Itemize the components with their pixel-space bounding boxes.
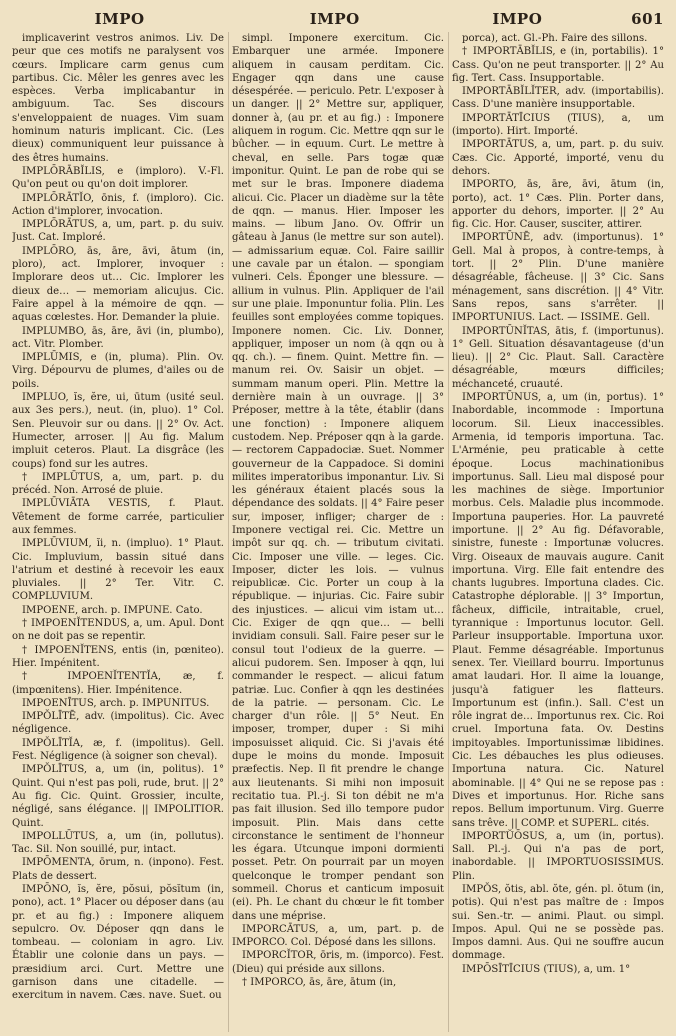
header-left-word: IMPO [94, 10, 145, 28]
dictionary-entry: IMPORTŪNUS, a, um (in, portus). 1° Inabordable, incommode : Importuna locorum. Sil. Lieux inaccessibles. Armenia, id temporis importuna. Tac. L'Arménie, peu praticable à cette époque. Locus machinationibus importunus. Sall. Lieu mal disposé pour les machines de siège. Importunior morbus. Cels. Maladie plus incommode. Importuna pauperies. Hor. La pauvreté importune. || 2° Au fig. Défavorable, sinistre, funeste : Importunæ volucres. Virg. Oiseaux de mauvais augure. Canit importuna. Virg. Elle fait entendre des chants lugubres. Importuna clades. Cic. Catastrophe déplorable. || 3° Importun, fâcheux, difficile, intraitable, cruel, tyrannique : Importunus locutor. Gell. Parleur insupportable. Importuna uxor. Plaut. Femme désagréable. Importunus senex. Ter. Vieillard bourru. Importunus amat laudari. Hor. Il aime la louange, jusqu'à fatiguer les flatteurs. Importunum est (infin.). Sall. C'est un rôle ingrat de… Importunus rex. Cic. Roi cruel. Importuna fata. Ov. Destins impitoyables. Importunissimæ libidines. Cic. Les débauches les plus odieuses. Importuna natura. Cic. Naturel abominable. || 4° Qui ne se repose pas : Dives et importunus. Hor. Riche sans repos. Bellum importunum. Virg. Guerre sans trêve. || COMP. et SUPERL. cités. [452, 392, 664, 829]
dictionary-entry: IMPORTĀTUS, a, um, part. p. du suiv. Cæs. Cic. Apporté, importé, venu du dehors. [452, 139, 664, 177]
dictionary-entry: IMPORTŪNĒ, adv. (importunus). 1° Gell. Mal à propos, à contre-temps, à tort. || 2° Plin. D'une manière désagréable, fâcheuse. || 3° Cic. Sans ménagement, sans discrétion. || 4° Vitr. Sans repos, sans s'arrêter. || IMPORTUNIUS. Lact. — ISSIME. Gell. [452, 232, 664, 324]
dictionary-entry: IMPORCĬTOR, ōris, m. (imporco). Fest. (Dieu) qui préside aux sillons. [232, 950, 444, 975]
dictionary-entry: † IMPOENĬTENTĬA, æ, f. (impœnitens). Hier. Impénitence. [12, 671, 224, 696]
running-header [12, 10, 664, 32]
dictionary-entry: IMPŎLĪTĬA, æ, f. (impolitus). Gell. Fest. Négligence (à soigner son cheval). [12, 737, 224, 763]
dictionary-entry: IMPORTO, ās, āre, āvi, ātum (in, porto), act. 1° Cæs. Plin. Porter dans, apporter du dehors, importer. || 2° Au fig. Cic. Hor. Causer, susciter, attirer. [452, 179, 664, 231]
column-middle [232, 32, 444, 1032]
column-right [452, 32, 664, 1032]
dictionary-entry: IMPORCĀTUS, a, um, part. p. de IMPORCO. Col. Déposé dans les sillons. [232, 923, 444, 949]
dictionary-entry: IMPLŌRĀTUS, a, um, part. p. du suiv. Just. Cat. Imploré. [12, 219, 224, 244]
dictionary-entry: IMPORTĀBĬLĬTER, adv. (importabilis). Cass. D'une manière insupportable. [452, 86, 664, 111]
column-left [12, 32, 224, 1032]
dictionary-entry: implicaverint vestros animos. Liv. De peur que ces motifs ne paralysent vos cœurs. Implicare carm genus cum partibus. Cic. Mêler les genres avec les espèces. Verba implicabantur in ambiguum. Tac. Ses discours s'enveloppaient de nuages. Vim suam hominum naturis implicant. Cic. (Les dieux) communiquent leur puissance à des êtres humains. [12, 33, 224, 164]
dictionary-entry: IMPLŌRĀBĬLIS, e (imploro). V.-Fl. Qu'on peut ou qu'on doit implorer. [12, 165, 224, 191]
dictionary-entry: IMPLUMBO, ās, āre, āvi (in, plumbo), act. Vitr. Plomber. [12, 325, 224, 350]
dictionary-entry: † IMPORCO, ās, āre, ātum (in, [242, 977, 397, 989]
dictionary-entry: IMPŌMENTA, ōrum, n. (inpono). Fest. Plats de dessert. [12, 857, 224, 882]
dictionary-entry: † IMPOENĬTENDUS, a, um. Apul. Dont on ne doit pas se repentir. [12, 618, 224, 643]
dictionary-entry: IMPLUO, ĭs, ĕre, ui, ūtum (usité seul. aux 3es pers.), neut. (in, pluo). 1° Col. Sen. Pleuvoir sur ou dans. || 2° Ov. Act. Humecter, arroser. || Au fig. Malum impluit ceteros. Plaut. La disgrâce (les coups) fond sur les autres. [12, 392, 224, 470]
dictionary-entry: IMPŎLĪTUS, a, um (in, politus). 1° Quint. Qui n'est pas poli, rude, brut. || 2° Au fig. Cic. Quint. Grossier, inculte, négligé, sans élégance. || IMPOLITIOR. Quint. [12, 764, 224, 829]
column-divider [448, 32, 449, 1032]
dictionary-entry: IMPORTĀTĪCIUS (TIUS), a, um (importo). Hirt. Importé. [452, 112, 664, 138]
dictionary-entry: IMPŎS, ŏtis, abl. ŏte, gén. pl. ŏtum (in, potis). Qui n'est pas maître de : Impos sui. Sen.-tr. — animi. Plaut. ou simpl. Impos. Apul. Qui ne se possède pas. Impos damni. Aus. Qui ne souffre aucun dommage. [452, 884, 664, 962]
dictionary-entry: IMPŌSĪTĪCIUS (TIUS), a, um. 1° [462, 963, 631, 975]
dictionary-entry: IMPOLLŪTUS, a, um (in, pollutus). Tac. Sil. Non souillé, pur, intact. [12, 830, 224, 856]
dictionary-entry: IMPLŪVIUM, ĭi, n. (impluo). 1° Plaut. Cic. Impluvium, bassin situé dans l'atrium et destiné à recevoir les eaux pluviales. || 2° Ter. Vitr. C. COMPLUVIUM. [12, 538, 224, 603]
dictionary-entry: IMPLŌRO, ās, āre, āvi, ātum (in, ploro), act. Implorer, invoquer : Implorare deos ut… Cic. Implorer les dieux de… — memoriam alicujus. Cic. Faire appel à la mémoire de qqn. — aquas cœlestes. Hor. Demander la pluie. [12, 245, 224, 324]
dictionary-entry: † IMPORTĀBĬLIS, e (in, portabilis). 1° Cass. Qu'on ne peut transporter. || 2° Au fig. Tert. Cass. Insupportable. [452, 46, 664, 84]
dictionary-entry: IMPLŌRĀTĬO, ōnis, f. (imploro). Cic. Action d'implorer, invocation. [12, 192, 224, 217]
dictionary-entry: IMPORTŪNĬTAS, ātis, f. (importunus). 1° Gell. Situation désavantageuse (d'un lieu). || 2° Cic. Plaut. Sall. Caractère désagréable, mœurs difficiles; méchanceté, cruauté. [452, 325, 664, 390]
dictionary-entry: IMPŎLĪTĒ, adv. (impolitus). Cic. Avec négligence. [12, 711, 224, 736]
header-right [442, 10, 664, 28]
dictionary-entry: † IMPLŪTUS, a, um, part. p. du précéd. Non. Arrosé de pluie. [12, 471, 224, 497]
dictionary-entry: IMPLŪMIS, e (in, pluma). Plin. Ov. Virg. Dépourvu de plumes, d'ailes ou de poils. [12, 352, 224, 390]
text-columns [12, 32, 664, 1032]
dictionary-entry: porca), act. Gl.-Ph. Faire des sillons. [462, 33, 648, 44]
column-divider [228, 32, 229, 1032]
dictionary-entry: IMPOENE, arch. p. IMPUNE. Cato. [22, 604, 203, 616]
dictionary-entry: IMPORTŬŌSUS, a, um (in, portus). Sall. Pl.-j. Qui n'a pas de port, inabordable. || IMPORTUOSISSIMUS. Plin. [452, 830, 664, 882]
dictionary-entry: IMPLŪVIĀTA VESTIS, f. Plaut. Vêtement de forme carrée, particulier aux femmes. [12, 498, 224, 536]
header-right-word: IMPO [492, 10, 543, 28]
header-center-word: IMPO [309, 10, 360, 28]
dictionary-entry: IMPŌNO, ĭs, ĕre, pŏsui, pŏsĭtum (in, pono), act. 1° Placer ou déposer dans (au pr. et au fig.) : Imponere aliquem sepulcro. Ov. Déposer qqn dans le tombeau. — coloniam in agro. Liv. Établir une colonie dans un pays. — præsidium arci. Curt. Mettre une garnison dans une citadelle. — exercitum in navem. Cæs. nave. Suet. ou [12, 884, 224, 1002]
page-number: 601 [631, 10, 664, 28]
dictionary-entry: simpl. Imponere exercitum. Cic. Embarquer une armée. Imponere aliquem in causam perditam. Cic. Engager qqn dans une cause désespérée. — periculo. Petr. L'exposer à un danger. || 2° Mettre sur, appliquer, donner à, (au pr. et au fig.) : Imponere aliquem in rogum. Cic. Mettre qqn sur le bûcher. — in equum. Curt. Le mettre à cheval, en selle. Pars togæ quæ imponitur. Quint. Le pan de robe qui se met sur le bras. Imponere diadema alicui. Cic. Placer un diadème sur la tête de qqn. — manus. Hier. Imposer les mains. — libum Jano. Ov. Offrir un gâteau à Janus (le mettre sur son autel). — admissarium equæ. Col. Faire saillir une cavale par un étalon. — spongiam vulneri. Cels. Éponger une blessure. — allium in vulnus. Plin. Appliquer de l'ail sur une plaie. Imponuntur folia. Plin. Les feuilles sont employées comme topiques. Imponere nomen. Cic. Liv. Donner, appliquer, imposer un nom (à qqn ou à qq. ch.). — finem. Quint. Mettre fin. — manum rei. Ov. Saisir un objet. — summam manum operi. Plin. Mettre la dernière main à un ouvrage. || 3° Préposer, mettre à la tête, établir (dans une fonction) : Imponere aliquem custodem. Nep. Préposer qqn à la garde. — rectorem Cappadociæ. Suet. Nommer gouverneur de la Cappadoce. Si domini milites imperatoribus imponantur. Liv. Si les généraux étaient placés sous la dépendance des soldats. || 4° Faire peser sur, imposer, infliger; charger de : Imponere vectigal rei. Cic. Mettre un impôt sur qq. ch. — tributum civitati. Cic. Imposer une ville. — leges. Cic. Imposer, dicter les lois. — vulnus reipublicæ. Cic. Porter un coup à la république. — injurias. Cic. Faire subir des injustices. — alicui vim istam ut… Cic. Exiger de qqn que… — belli invidiam consuli. Sall. Faire peser sur le consul tout l'odieux de la guerre. — alicui pudorem. Sen. Imposer à qqn, lui commander le respect. — alicui fatum patriæ. Luc. Confier à qqn les destinées de la patrie. — personam. Cic. Le charger d'un rôle. || 5° Neut. En imposer, tromper, duper : Si mihi imposuisset aliquid. Cic. Si j'avais été dupe le moins du monde. Imposuit præfectis. Nep. Il fit prendre le change aux lieutenants. Si mihi non imposuit recitatio tua. Pl.-j. Si ton débit ne m'a pas fait illusion. Sed illo tempore pudor imposuit. Plin. Mais dans cette circonstance le sentiment de l'honneur les égara. Utcunque imponi dormienti posset. Petr. On pourrait par un moyen quelconque le tromper pendant son sommeil. Chorus et canticum imposuit (ei). Ph. Le chant du chœur le fit tomber dans une méprise. [232, 33, 444, 922]
dictionary-entry: † IMPOENĬTENS, entis (in, pœniteo). Hier. Impénitent. [12, 644, 224, 669]
dictionary-entry: IMPOENĪTUS, arch. p. IMPUNITUS. [22, 697, 210, 709]
